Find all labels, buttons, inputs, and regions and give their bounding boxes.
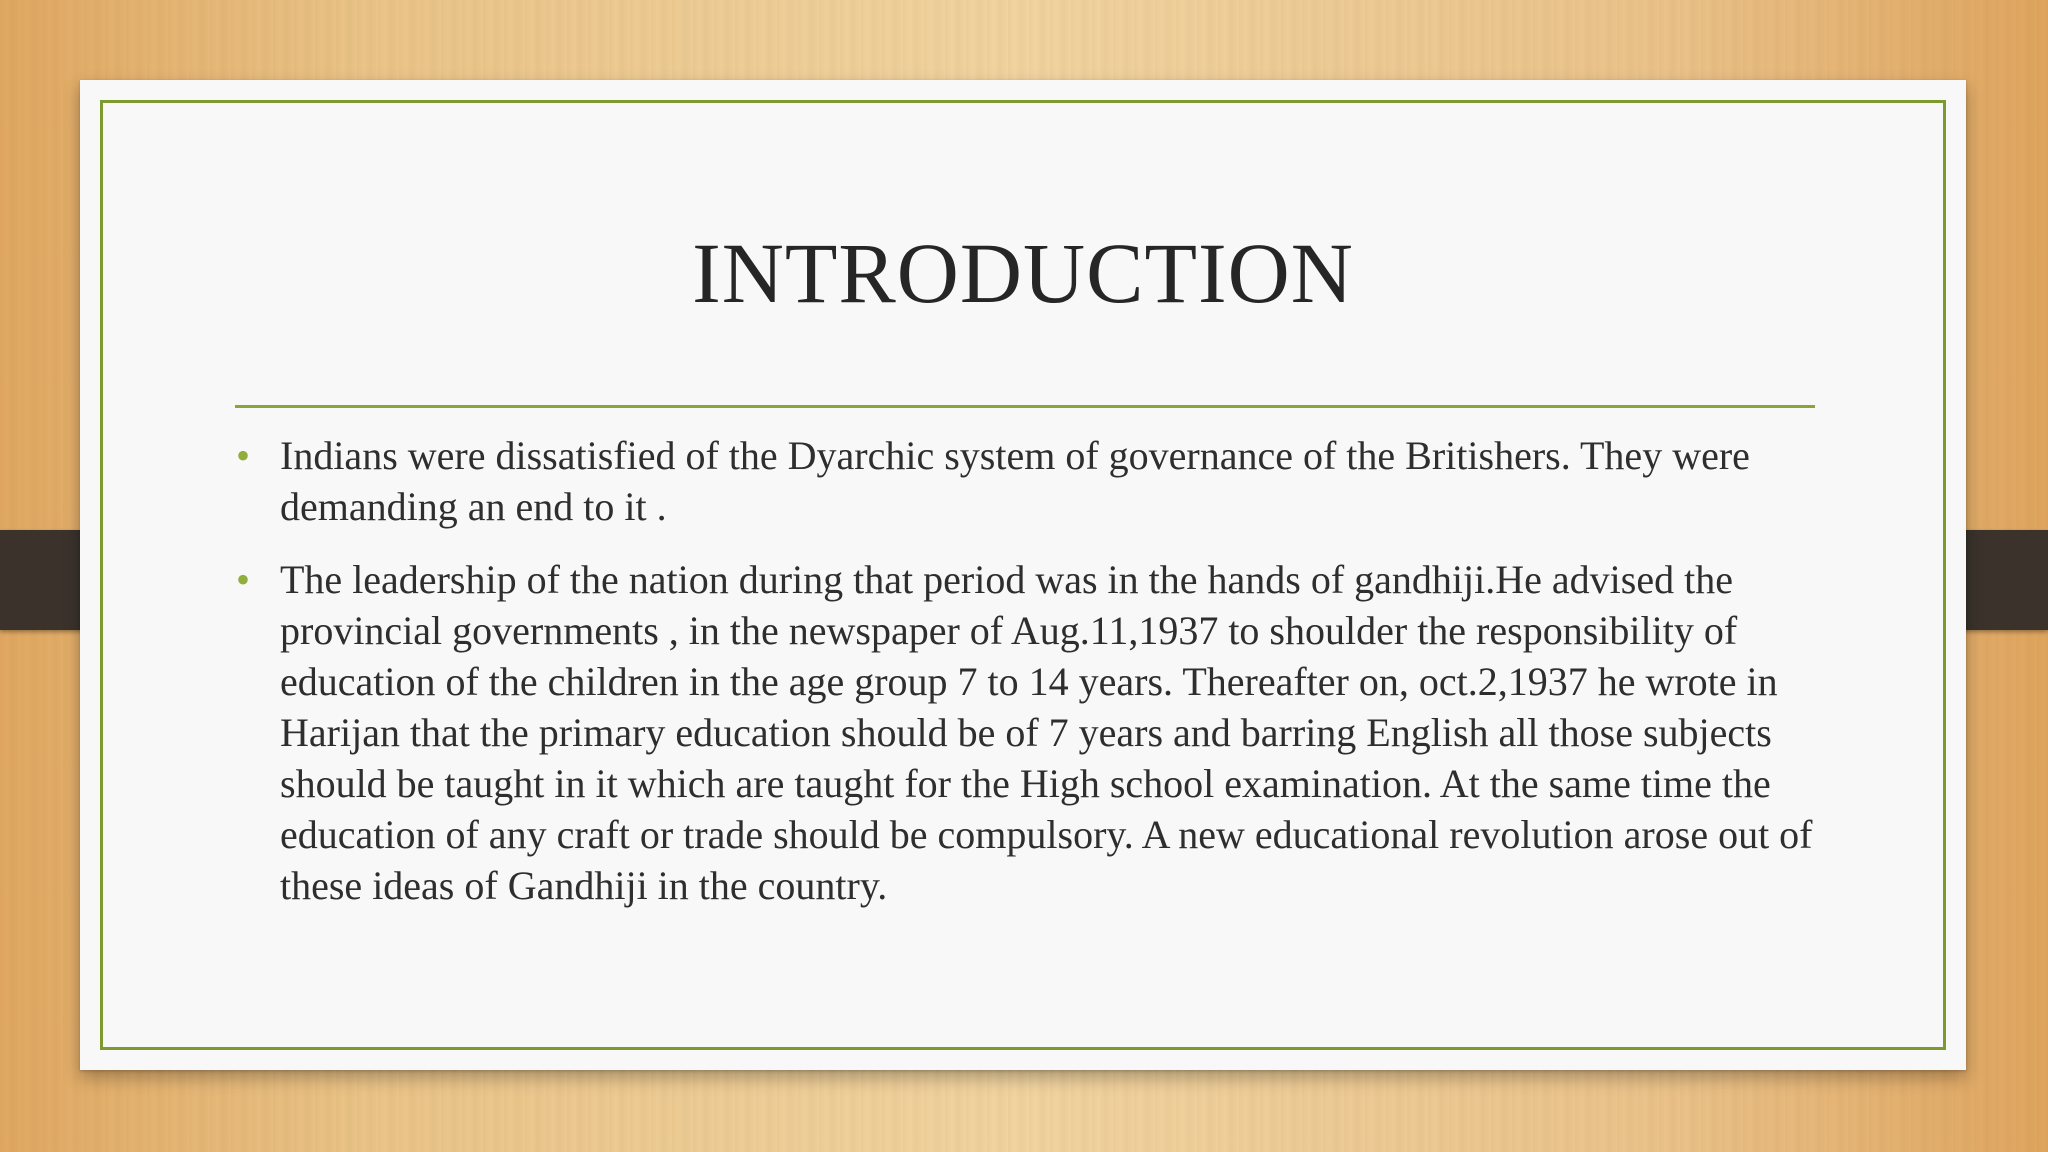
slide-paper [80,80,1966,1070]
bullet-dot-icon: • [236,557,251,602]
bullet-item [236,430,1840,532]
title-divider [235,405,1815,408]
bullet-dot-icon: • [236,433,251,478]
bullet-item [236,554,1840,911]
bullet-text: The leadership of the nation during that period was in the hands of gandhiji.He advised the provincial governments , in the newspaper of Aug.11,1937 to shoulder the responsibility of education of the children in the age group 7 to 14 years. Thereafter on, oct.2,1937 he wrote in Harijan that the primary education should be of 7 years and barring English all those subjects should be taught in it which are taught for the High school examination. At the same time the education of any craft or trade should be compulsory. A new educational revolution arose out of these ideas of Gandhiji in the country. [280,557,1813,908]
bullet-text: Indians were dissatisfied of the Dyarchic system of governance of the Britishers. They were demanding an end to it . [280,433,1750,529]
slide-title: INTRODUCTION [692,225,1354,321]
bullet-list [236,430,1840,933]
